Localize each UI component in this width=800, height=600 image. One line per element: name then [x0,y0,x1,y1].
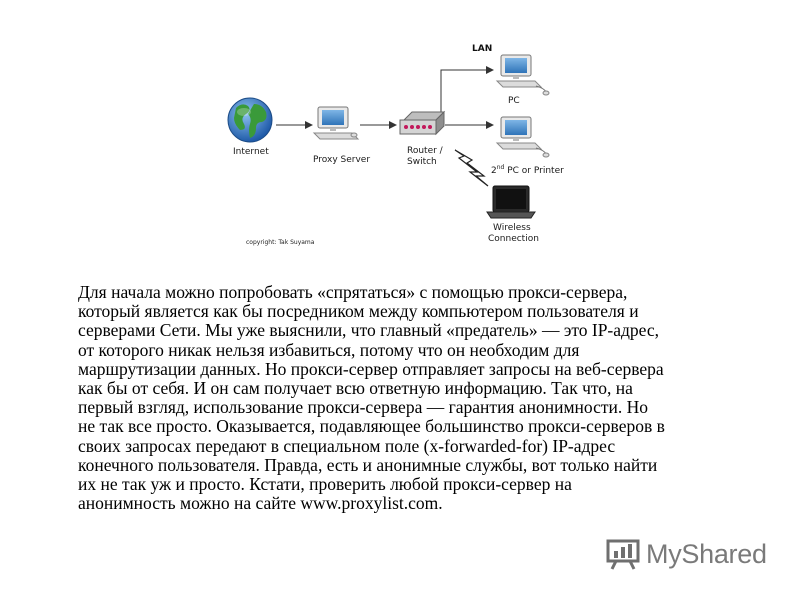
proxy-server-icon [314,107,358,139]
laptop-icon [487,186,535,218]
network-diagram [0,0,800,260]
copyright-note: copyright: Tak Suyama [246,239,315,246]
wireless-label-line2: Connection [488,234,539,244]
second-pc-icon [497,117,549,157]
internet-label: Internet [233,147,269,157]
body-paragraph: Для начала можно попробовать «спрятаться» с помощью прокси-сервера, который является как бы посредником между компьютером пользователя и серверами Сети. Мы уже выяснили, что главный «предатель» — это IP-адрес, от которого никак нельзя избавиться, потому что он необходим для маршрутизации данных. Но прокси-сервер отправляет запросы на веб-сервера как бы от себя. И он сам получает всю ответную информацию. Так что, на первый взгляд, использование прокси-сервера — гарантия анонимности. Но не так все просто. Оказывается, подавляющее большинство прокси-серверов в своих запросах передают в специальном поле (x-forwarded-for) IP-адрес конечного пользователя. Правда, есть и анонимные службы, вот только найти их не так уж и просто. Кстати, проверить любой прокси-сервер на анонимность можно на сайте www.proxylist.com. [78,282,665,514]
second-pc-label-rest: PC or Printer [504,166,564,176]
lan-heading: LAN [472,44,493,54]
pc-label: PC [508,96,520,106]
globe-icon [228,98,272,142]
wireless-label-line1: Wireless [493,223,531,233]
second-pc-label-prefix: 2 [491,166,497,176]
second-pc-label [491,164,564,176]
presentation-board-icon [606,538,640,570]
pc-icon [497,55,549,95]
connection-lines [276,70,493,125]
watermark-text: MyShared [646,538,767,569]
router-label-line2: Switch [407,157,437,167]
second-pc-label-sup: nd [496,164,505,171]
router-label-line1: Router / [407,146,443,156]
router-icon [400,112,444,134]
wireless-bolt-icon [455,150,488,186]
myshared-watermark [606,537,776,571]
proxy-server-label: Proxy Server [313,155,371,165]
